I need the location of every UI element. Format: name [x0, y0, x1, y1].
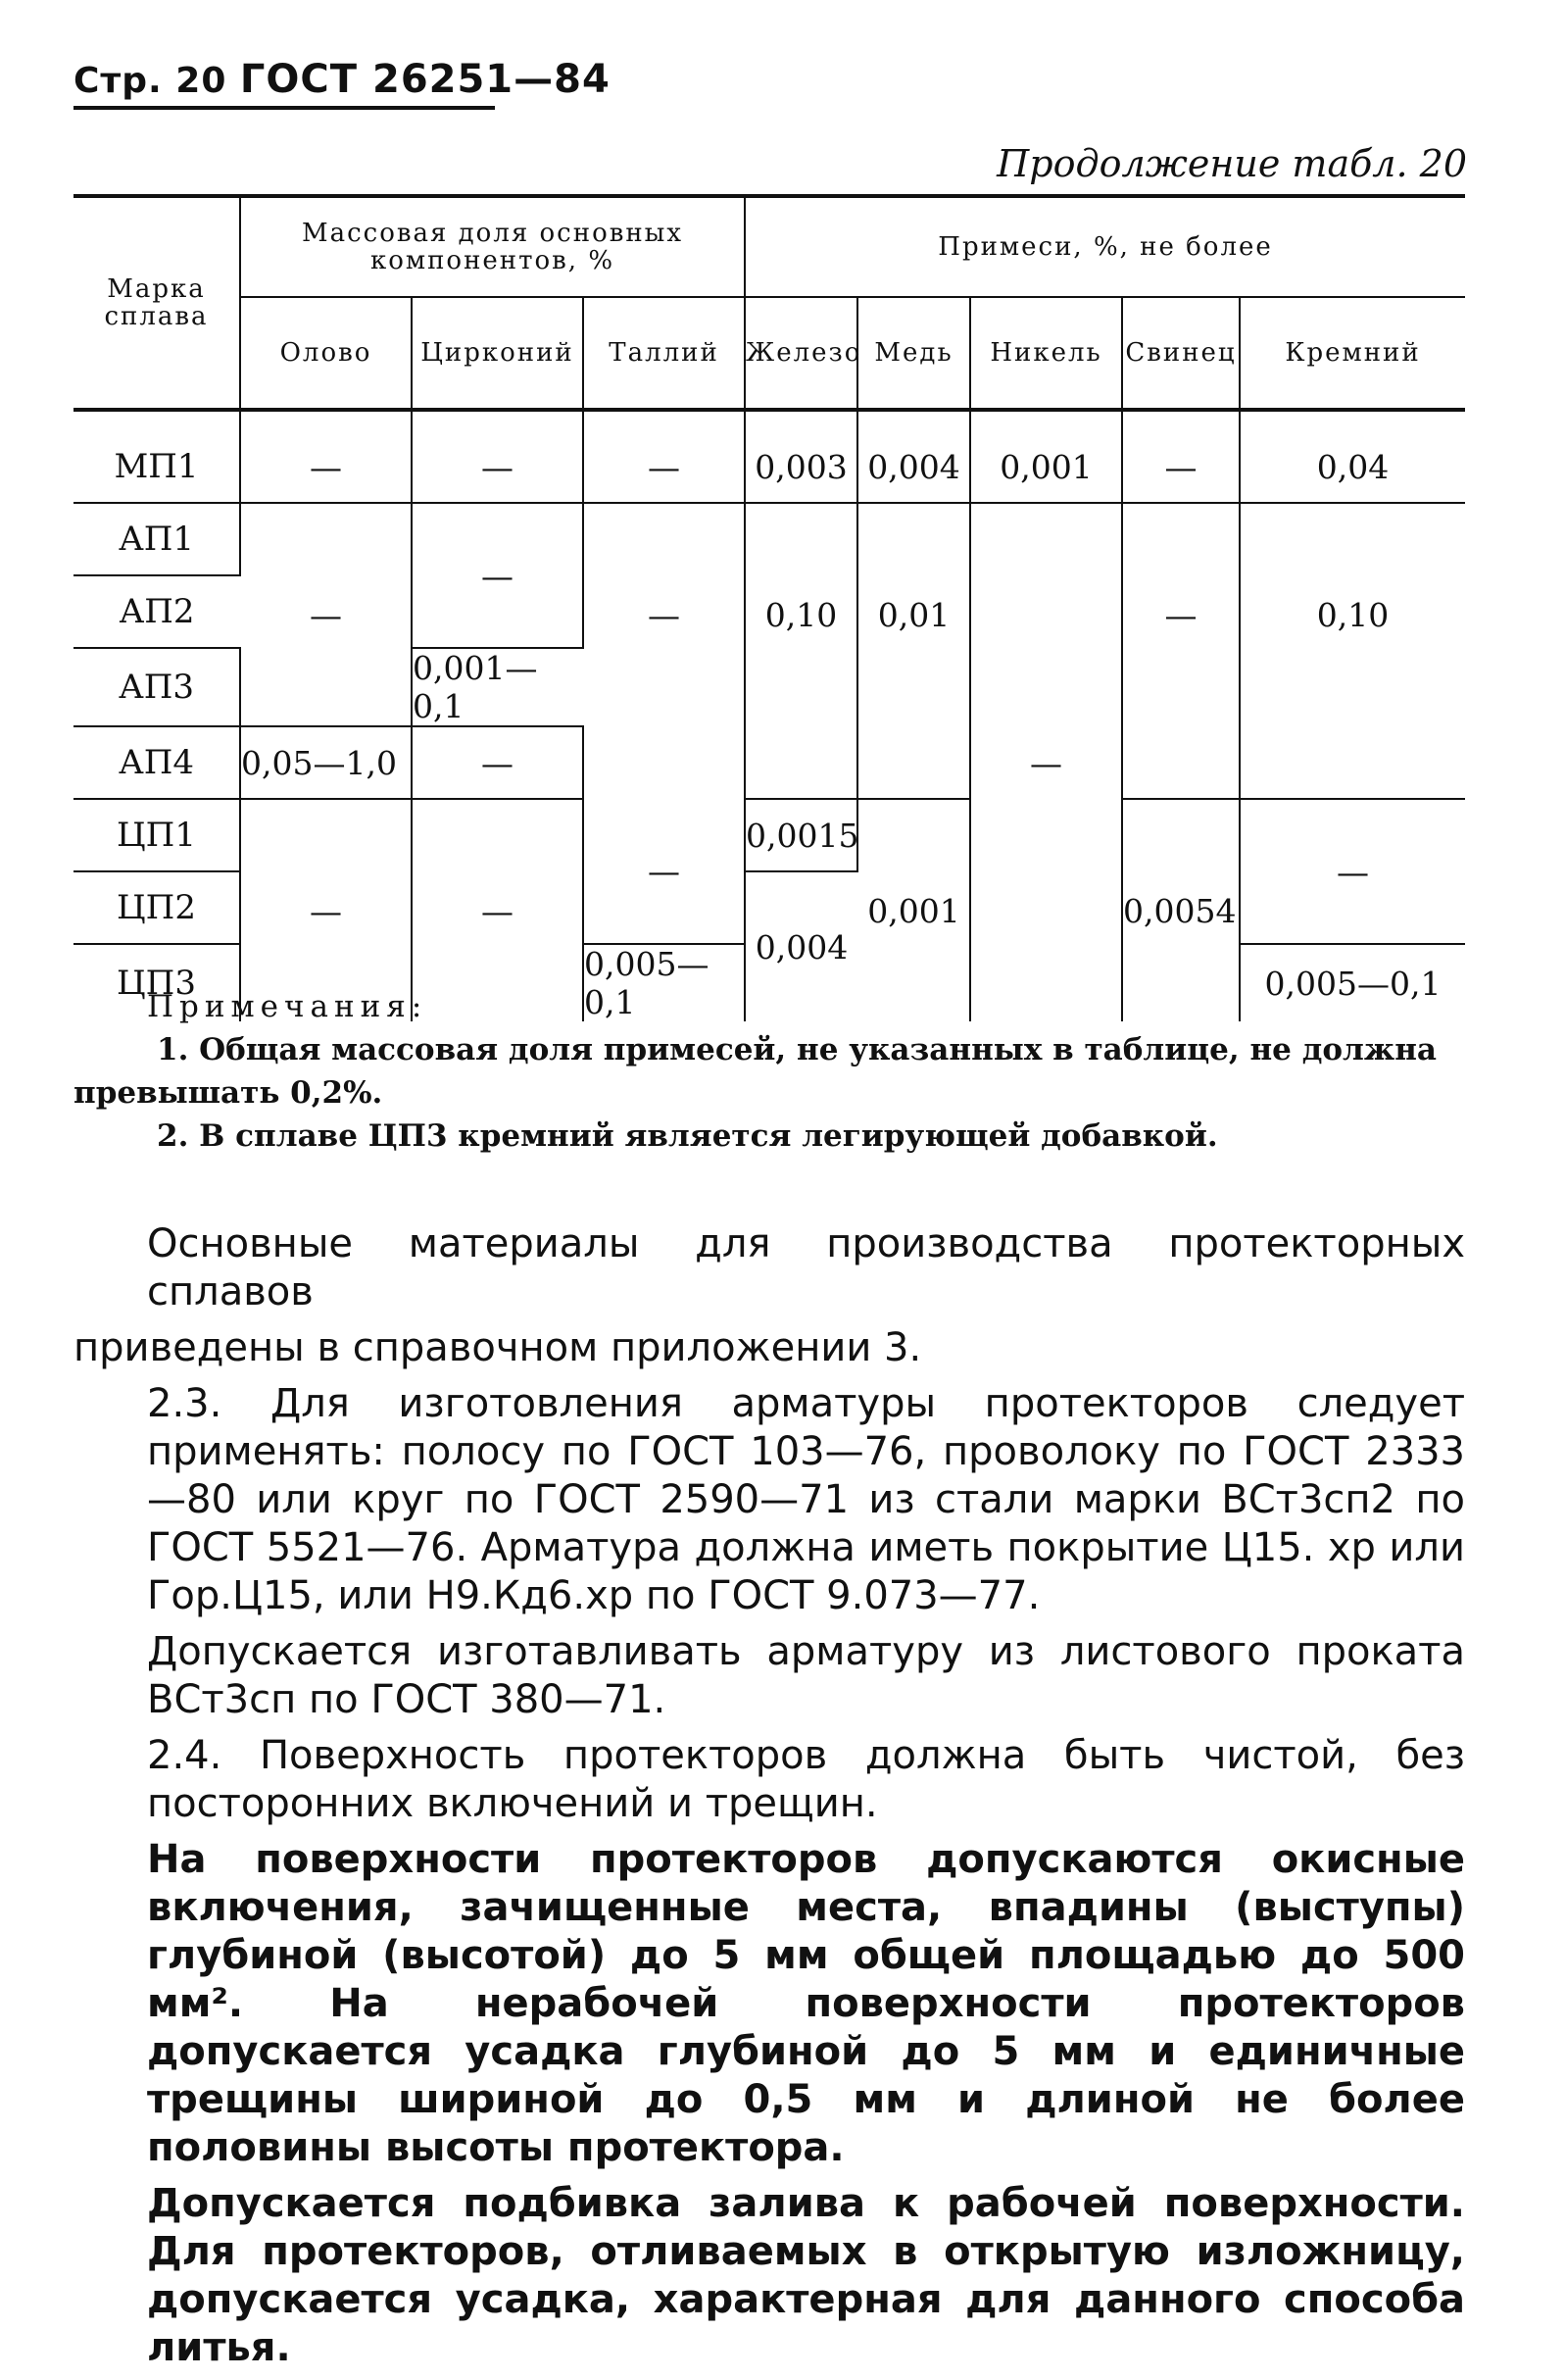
col-header-silicon: Кремний — [1285, 338, 1421, 368]
cell-nickel: 0,001 — [970, 431, 1122, 503]
cell-copper-empty — [857, 726, 970, 799]
cell-thallium-empty — [583, 726, 745, 799]
paragraph: Допускается изготавливать арматуру из листового проката ВСт3сп по ГОСТ 380—71. — [147, 1629, 1465, 1722]
cell-lead: — — [1122, 503, 1240, 726]
row-mark: АП4 — [73, 726, 240, 799]
standard-number: ГОСТ 26251—84 — [239, 57, 611, 102]
paragraph: Допускается подбивка залива к рабочей поверхности. Для протекторов, отливаемых в открытую изложницу, допускается усадка, характерная для данного способа литья. — [147, 2181, 1465, 2370]
col-header-copper: Медь — [857, 297, 970, 410]
header-underline — [73, 106, 495, 110]
paragraph: приведены в справочном приложении 3. — [73, 1325, 922, 1370]
cell-zirconium: — — [412, 799, 583, 1021]
table-row — [73, 726, 1465, 799]
cell-zirconium: 0,001—0,1 — [412, 648, 583, 726]
cell-lead: 0,0054 — [1122, 799, 1240, 1021]
note-2: 2. В сплаве ЦП3 кремний является легирующей добавкой. — [157, 1118, 1218, 1154]
page-number: Стр. 20 — [73, 61, 227, 101]
cell-zirconium: — — [412, 503, 583, 648]
paragraph-line: Основные материалы для производства протекторных сплавов — [147, 1221, 1465, 1314]
cell-tin: — — [240, 799, 412, 1021]
cell-silicon: — — [1240, 799, 1465, 944]
cell-silicon-empty — [1240, 726, 1465, 799]
alloy-table-container — [73, 194, 1465, 1021]
cell-thallium: — — [583, 503, 745, 726]
body-text — [73, 1220, 1465, 2380]
table-continuation-label: Продолжение табл. 20 — [997, 142, 1467, 185]
table-row — [73, 503, 1465, 575]
cell-silicon: 0,10 — [1316, 596, 1390, 634]
page-header — [73, 57, 611, 102]
alloy-composition-table — [73, 194, 1465, 1021]
cell-iron: 0,003 — [745, 431, 857, 503]
cell-iron: 0,10 — [745, 503, 857, 726]
row-mark: ЦП3 — [73, 944, 240, 1021]
row-mark: ЦП2 — [73, 871, 240, 944]
col-header-zirconium: Цирконий — [412, 297, 583, 410]
row-mark: АП1 — [73, 503, 240, 575]
col-header-mark: Марка сплава — [73, 196, 240, 410]
cell-silicon: 0,04 — [1240, 431, 1465, 503]
row-mark: АП3 — [73, 648, 240, 726]
cell-thallium: 0,005—0,1 — [583, 944, 745, 1021]
cell-thallium: — — [583, 431, 745, 503]
cell-tin: 0,05—1,0 — [240, 726, 412, 799]
row-mark: АП2 — [73, 575, 240, 648]
cell-nickel: — — [970, 503, 1122, 1021]
paragraph: 2.4. Поверхность протекторов должна быть чистой, без посторонних включений и трещин. — [147, 1733, 1465, 1826]
table-row — [73, 799, 1465, 871]
cell-copper: 0,004 — [857, 431, 970, 503]
col-header-iron: Железо — [745, 297, 857, 410]
cell-lead: — — [1122, 431, 1240, 503]
paragraph — [147, 1220, 1465, 1316]
cell-tin: — — [240, 503, 412, 726]
cell-zirconium: — — [412, 431, 583, 503]
paragraph: На поверхности протекторов допускаются окисные включения, зачищенные места, впадины (выступы) глубиной (высотой) до 5 мм общей площадью до 500 мм². На нерабочей поверхности протекторов допускается усадка глубиной до 5 мм и единичные трещины шириной до 0,5 мм и длиной не более половины высоты протектора. — [147, 1837, 1465, 2170]
cell-silicon: 0,005—0,1 — [1264, 964, 1442, 1003]
notes-title: Примечания: — [147, 989, 428, 1024]
group-header-main: Массовая доля основных компонентов, % — [240, 196, 745, 297]
cell-iron: 0,0015 — [745, 799, 857, 871]
col-header-thallium: Таллий — [583, 297, 745, 410]
col-header-tin: Олово — [240, 297, 412, 410]
table-notes — [73, 985, 1465, 1158]
note-1: 1. Общая массовая доля примесей, не указанных в таблице, не должна — [157, 1032, 1437, 1067]
table-row — [73, 431, 1465, 503]
col-header-nickel: Никель — [970, 297, 1122, 410]
cell-copper: 0,001 — [857, 799, 970, 1021]
row-mark: ЦП1 — [73, 799, 240, 871]
cell-lead-empty — [1122, 726, 1240, 799]
cell-iron: 0,004 — [755, 927, 849, 967]
paragraph: 2.3. Для изготовления арматуры протекторов следует применять: полосу по ГОСТ 103—76, проволоку по ГОСТ 2333—80 или круг по ГОСТ 2590—71 из стали марки ВСт3сп2 по ГОСТ 5521—76. Арматура должна иметь покрытие Ц15. хр или Гор.Ц15, или Н9.Кд6.хр по ГОСТ 9.073—77. — [147, 1381, 1465, 1618]
cell-tin: — — [240, 431, 412, 503]
group-header-impurities: Примеси, %, не более — [745, 196, 1465, 297]
note-1-continued: превышать 0,2%. — [73, 1075, 383, 1111]
col-header-lead: Свинец — [1122, 297, 1240, 410]
cell-copper: 0,01 — [857, 503, 970, 726]
cell-thallium: — — [583, 799, 745, 944]
row-mark: МП1 — [73, 431, 240, 503]
cell-iron-empty — [745, 726, 857, 799]
cell-zirconium: — — [412, 726, 583, 799]
